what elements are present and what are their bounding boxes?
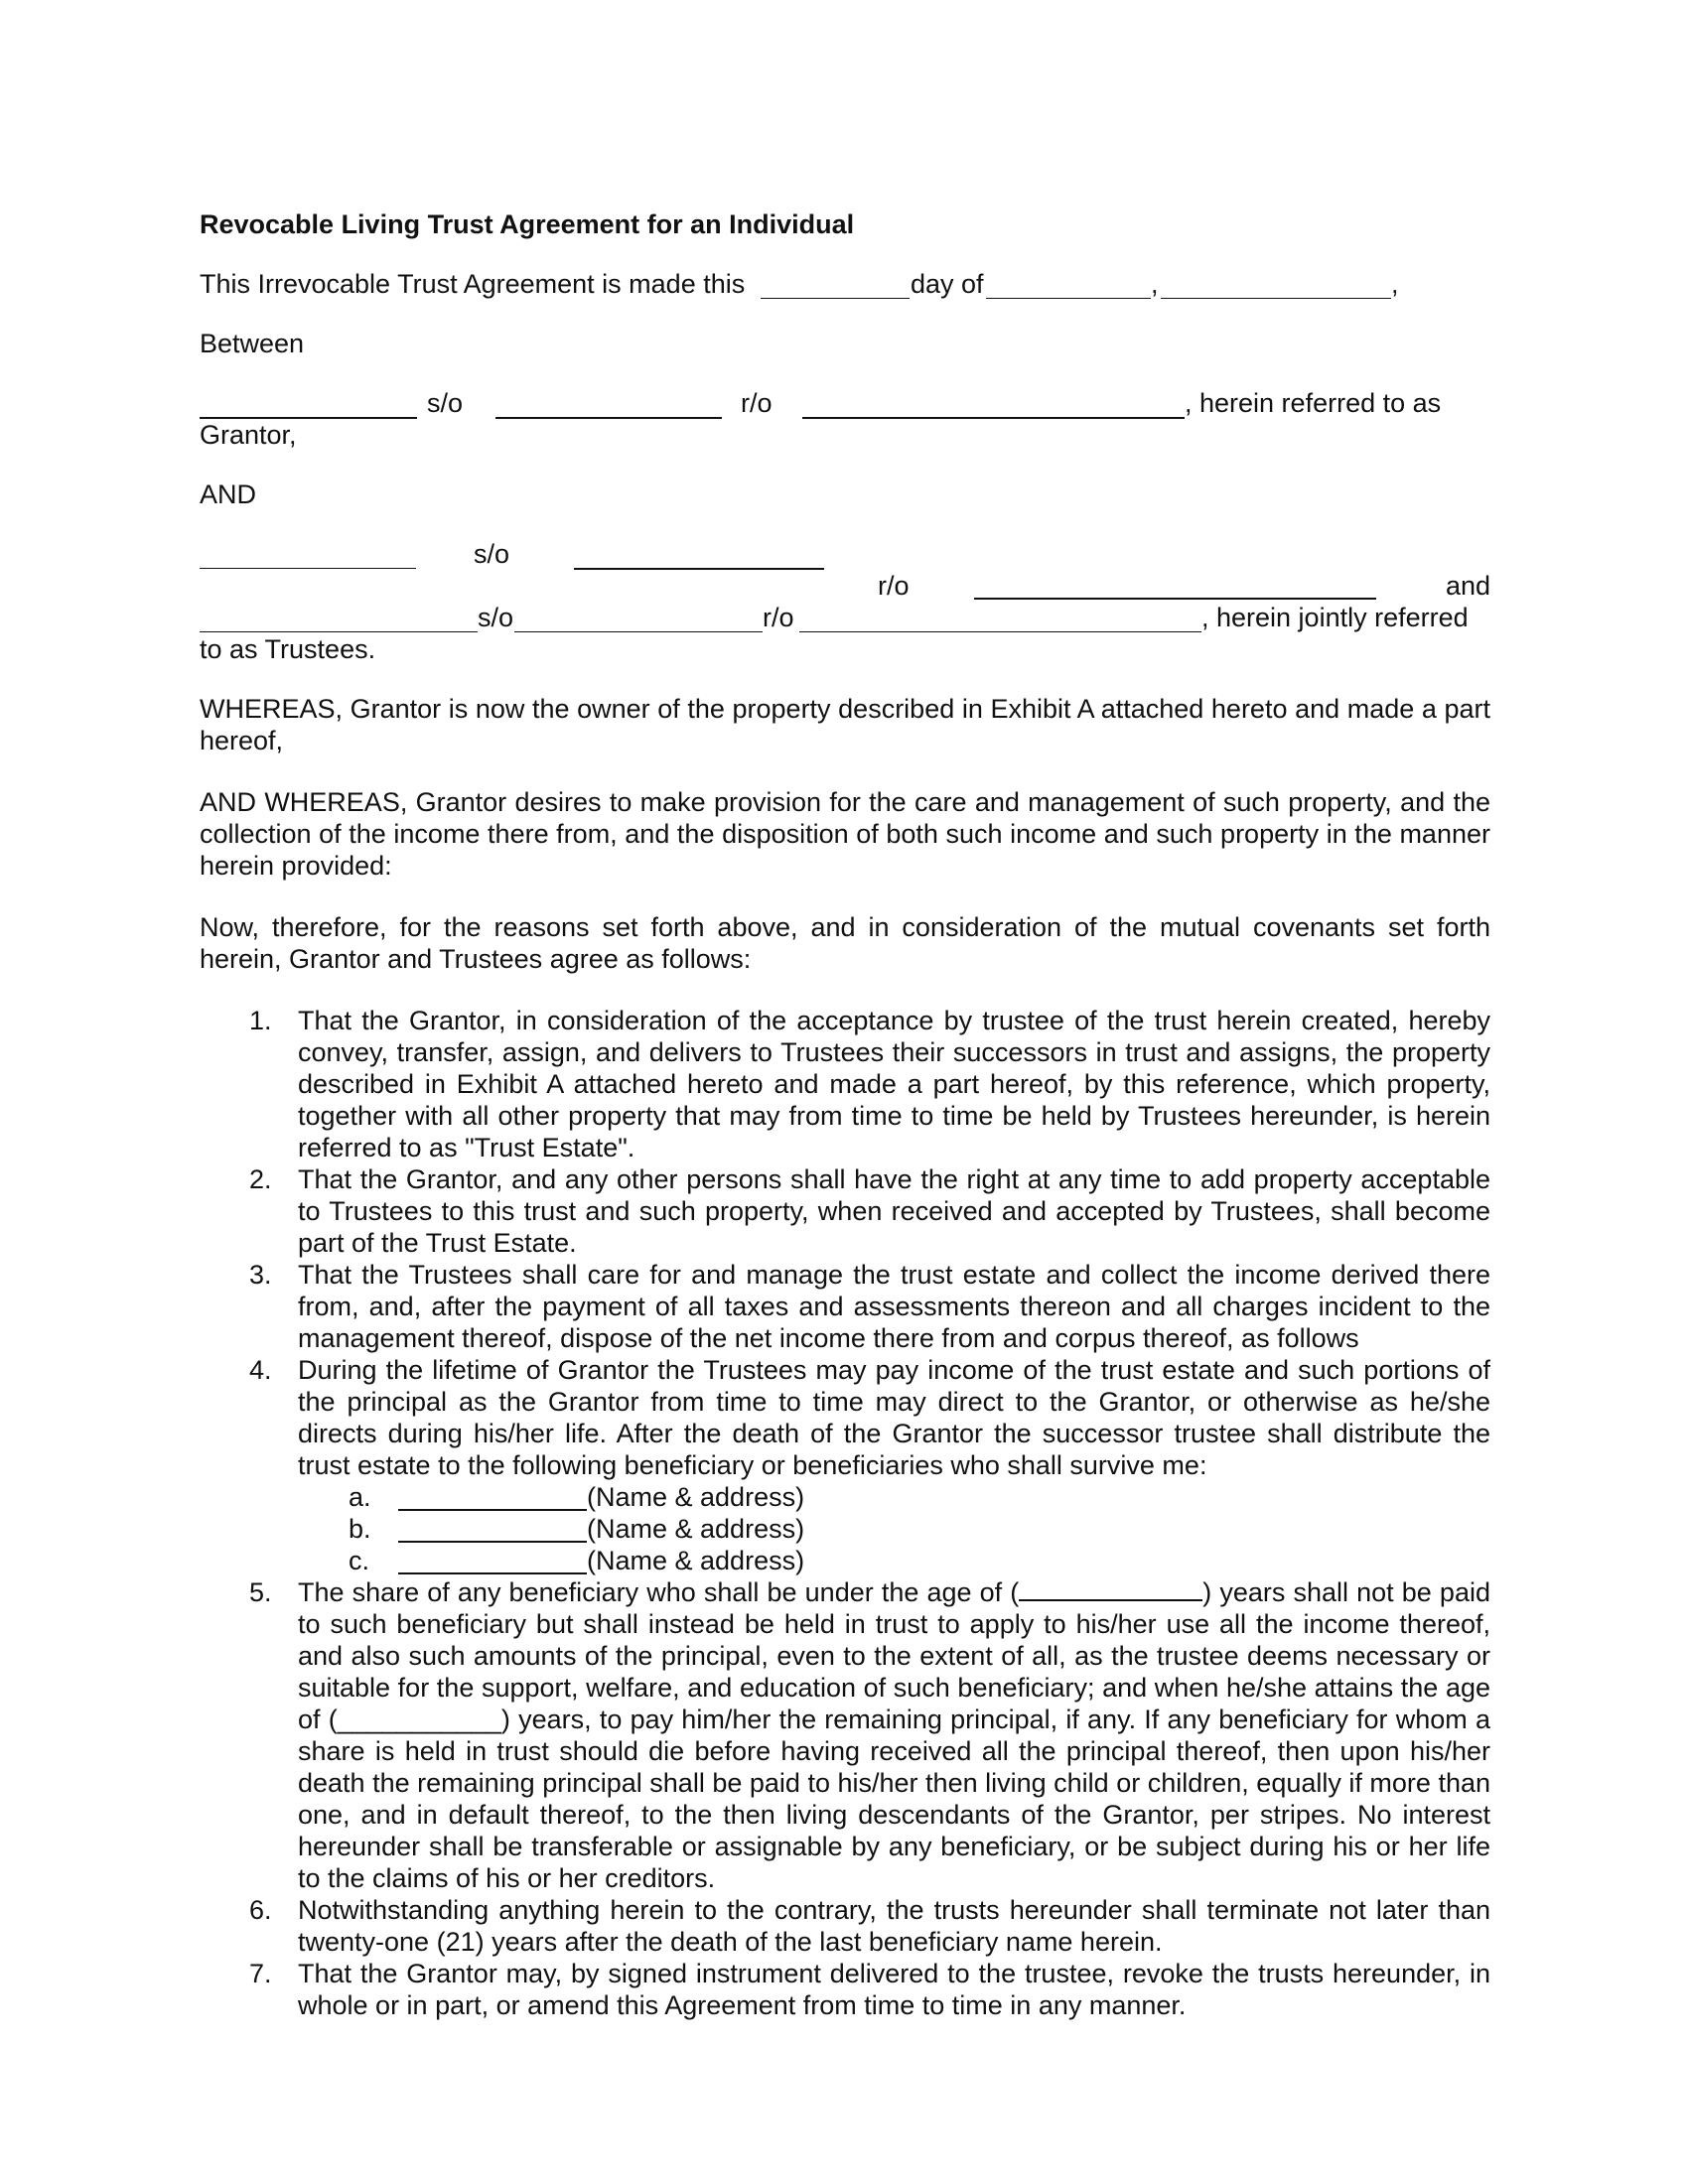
whereas-paragraph-1: WHEREAS, Grantor is now the owner of the property described in Exhibit A attached hereto and made a part hereof, [200, 694, 1490, 755]
trustee2-so-label: s/o [478, 603, 514, 632]
day-of-text: day of [911, 269, 984, 299]
age-blank[interactable] [1019, 1577, 1202, 1601]
grantor-tail-text: , herein referred to as [1185, 388, 1442, 418]
grantor-cont-text: Grantor, [200, 420, 297, 450]
document-page [200, 208, 1490, 2021]
beneficiary-letter: a. [349, 1482, 371, 1512]
clause-item [200, 1259, 1490, 1354]
grantor-line [200, 387, 1490, 419]
trustee1-ro-label: r/o [878, 571, 910, 601]
trustee1-father-blank[interactable] [574, 542, 824, 570]
clause-text: That the Grantor, in consideration of the acceptance by trustee of the trust herein created, hereby convey, transfer, assign, and delivers to Trustees their successors in trust and assigns, the property described in Exhibit A attached hereto and made a part hereof, by this reference, which property, together with all other property that may from time to time be held by Trustees hereunder, is herein referred to as "Trust Estate". [298, 1006, 1490, 1162]
trustee1-name-blank[interactable] [200, 542, 416, 569]
beneficiary-name-blank[interactable] [398, 1515, 587, 1543]
clause-number: 7. [249, 1959, 272, 1988]
beneficiary-label: (Name & address) [587, 1546, 805, 1575]
trustees-tail-text: , herein jointly referred [1201, 603, 1469, 632]
clause-text: That the Grantor may, by signed instrument delivered to the trustee, revoke the trusts hereunder, in whole or in part, or amend this Agreement from time to time in any manner. [298, 1959, 1490, 2020]
clause-number: 3. [249, 1260, 272, 1290]
clause-item [200, 1958, 1490, 2021]
beneficiary-label: (Name & address) [587, 1514, 805, 1544]
beneficiary-row [200, 1481, 1490, 1513]
grantor-so-label: s/o [427, 388, 464, 418]
clause-item [200, 1163, 1490, 1259]
beneficiary-row [200, 1513, 1490, 1545]
document-title: Revocable Living Trust Agreement for an Individual [200, 209, 855, 239]
trustee1-so-label: s/o [474, 539, 510, 569]
beneficiary-name-blank[interactable] [398, 1547, 587, 1574]
date-comma: , [1151, 269, 1159, 299]
grantor-residence-blank[interactable] [802, 391, 1185, 419]
clause-number: 5. [249, 1577, 272, 1607]
trustees-cont-text: to as Trustees. [200, 634, 376, 664]
trustees-and-word: and [1445, 571, 1490, 601]
clause-text: That the Trustees shall care for and manage the trust estate and collect the income derived there from, and, after the payment of all taxes and assessments thereon and all charges incident to the management thereof, dispose of the net income there from and corpus thereof, as follows [298, 1260, 1490, 1353]
beneficiary-name-blank[interactable] [398, 1483, 587, 1511]
clause-number: 4. [249, 1355, 272, 1385]
trustee2-line [200, 602, 1490, 633]
year-blank[interactable] [1161, 272, 1391, 299]
now-therefore-paragraph: Now, therefore, for the reasons set forth above, and in consideration of the mutual covenants set forth herein, Grantor and Trustees agree as follows: [200, 912, 1490, 974]
clause-number: 1. [249, 1006, 272, 1035]
clause-text: That the Grantor, and any other persons shall have the right at any time to add property acceptable to Trustees to this trust and such property, when received and accepted by Trustees, shall become part of the Trust Estate. [298, 1164, 1490, 1258]
day-blank[interactable] [761, 272, 910, 299]
trustee2-ro-label: r/o [763, 603, 794, 632]
grantor-ro-label: r/o [741, 388, 773, 418]
intro-text: This Irrevocable Trust Agreement is made this [200, 269, 746, 299]
beneficiary-row [200, 1545, 1490, 1576]
clause-item [200, 1576, 1490, 1894]
clause-item [200, 1354, 1490, 1481]
and-label: AND [200, 479, 257, 509]
month-blank[interactable] [986, 272, 1151, 299]
between-label: Between [200, 329, 305, 358]
grantor-name-blank[interactable] [200, 391, 417, 419]
beneficiaries-list [200, 1481, 1490, 1576]
beneficiary-label: (Name & address) [587, 1482, 805, 1512]
trustee2-father-blank[interactable] [514, 606, 763, 632]
clause-text: Notwithstanding anything herein to the contrary, the trusts hereunder shall terminate not later than twenty-one (21) years after the death of the last beneficiary name herein. [298, 1895, 1490, 1957]
trustee2-name-blank[interactable] [200, 606, 478, 632]
trustee2-residence-blank[interactable] [799, 606, 1201, 632]
clause-number: 6. [249, 1895, 272, 1925]
whereas-paragraph-2: AND WHEREAS, Grantor desires to make provision for the care and management of such property, and the collection of the income there from, and the disposition of both such income and such property in the manner herein provided: [200, 787, 1490, 881]
clause-item [200, 1894, 1490, 1958]
trustee1-line-a [200, 538, 1490, 570]
beneficiary-letter: c. [349, 1546, 370, 1575]
trustee1-line-b [200, 570, 1490, 602]
clause-item [200, 1005, 1490, 1163]
clause-text-b: ) years shall not be paid to such beneficiary but shall instead be held in trust to apply to his/her use all the income thereof, and also such amounts of the principal, even to the extent of all, as the trustee deems necessary or suitable for the support, welfare, and education of such beneficiary; and when he/she attains the age of (___________) years, to pay him/her the remaining principal, if any. If any beneficiary for whom a share is held in trust should die before having received all the principal thereof, then upon his/her death the remaining principal shall be paid to his/her then living child or children, equally if more than one, and in default thereof, to the then living descendants of the Grantor, per stripes. No interest hereunder shall be transferable or assignable by any beneficiary, or be subject during his or her life to the claims of his or her creditors. [298, 1577, 1490, 1893]
clauses-list [200, 1005, 1490, 2021]
clause-text-a: The share of any beneficiary who shall be under the age of ( [298, 1577, 1020, 1607]
agreement-date-line [200, 268, 1490, 300]
trustee1-residence-blank[interactable] [974, 572, 1376, 600]
date-end-comma: , [1391, 269, 1399, 299]
clause-text: During the lifetime of Grantor the Trustees may pay income of the trust estate and such portions of the principal as the Grantor from time to time may direct to the Grantor, or otherwise as he/she directs during his/her life. After the death of the Grantor the successor trustee shall distribute the trust estate to the following beneficiary or beneficiaries who shall survive me: [298, 1355, 1490, 1480]
beneficiary-letter: b. [349, 1514, 371, 1544]
grantor-father-blank[interactable] [495, 391, 722, 419]
clause-number: 2. [249, 1164, 272, 1194]
